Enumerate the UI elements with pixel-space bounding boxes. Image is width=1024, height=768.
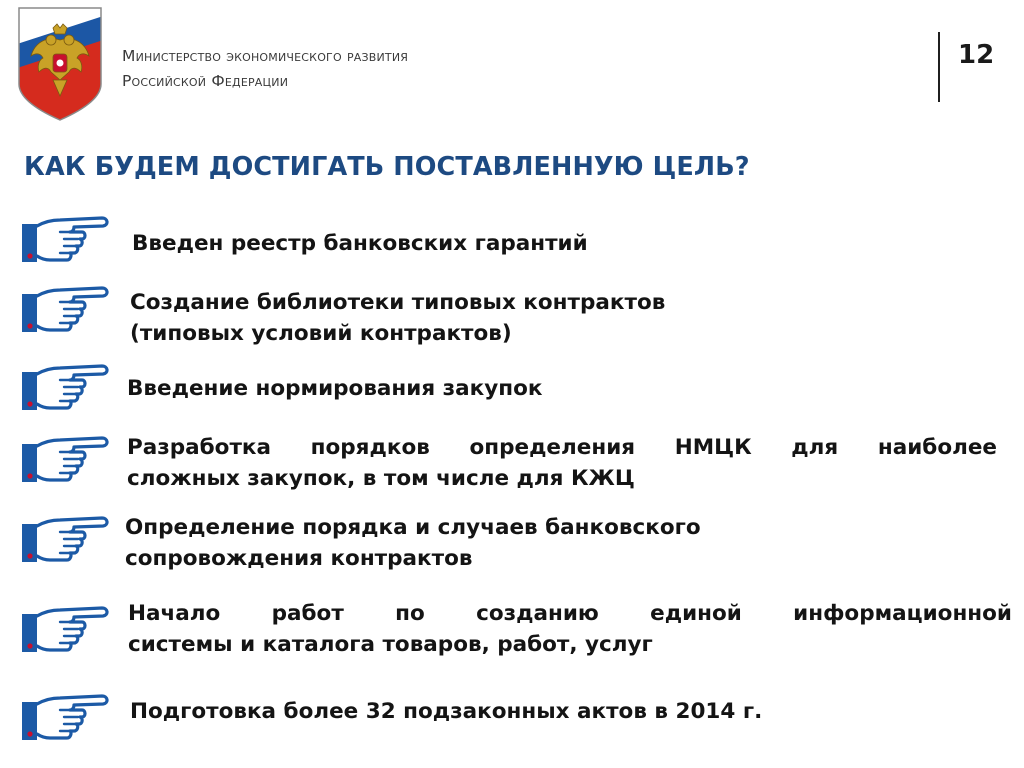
pointing-hand-icon (20, 602, 112, 658)
pointing-hand-icon (20, 512, 112, 568)
bullet-text-line: сложных закупок, в том числе для КЖЦ (127, 466, 635, 491)
page-number: 12 (958, 40, 995, 70)
bullet-text (130, 287, 665, 349)
bullet-text-line: Определение порядка и случаев банковского (125, 515, 701, 540)
slide-title: КАК БУДЕМ ДОСТИГАТЬ ПОСТАВЛЕННУЮ ЦЕЛЬ? (24, 152, 750, 182)
pointing-hand-icon (20, 360, 112, 416)
pointing-hand-icon (20, 432, 112, 488)
bullet-text-line: Введен реестр банковских гарантий (132, 231, 588, 256)
bullet-text (128, 598, 1012, 660)
header-divider (938, 32, 940, 102)
bullet-text-line: Подготовка более 32 подзаконных актов в 2014 г. (130, 699, 763, 724)
ministry-name-line2: Российской Федерации (122, 72, 289, 90)
bullet-text (130, 696, 762, 727)
bullet-text-line: Разработка порядков определения НМЦК для наиболее (127, 435, 997, 460)
bullet-text-line: системы и каталога товаров, работ, услуг (128, 632, 653, 657)
coat-of-arms-icon (17, 6, 103, 122)
bullet-text-line: сопровождения контрактов (125, 546, 473, 571)
bullet-text-line: (типовых условий контрактов) (130, 321, 512, 346)
bullet-text-line: Создание библиотеки типовых контрактов (130, 290, 666, 315)
bullet-text (127, 432, 997, 494)
ministry-name (122, 44, 408, 94)
bullet-text (132, 228, 588, 259)
bullet-text (127, 373, 542, 404)
bullet-text-line: Введение нормирования закупок (127, 376, 543, 401)
pointing-hand-icon (20, 212, 112, 268)
bullet-text-line: Начало работ по созданию единой информационной (128, 601, 1012, 626)
pointing-hand-icon (20, 690, 112, 746)
ministry-name-line1: Министерство экономического развития (122, 47, 409, 65)
pointing-hand-icon (20, 282, 112, 338)
bullet-text (125, 512, 701, 574)
